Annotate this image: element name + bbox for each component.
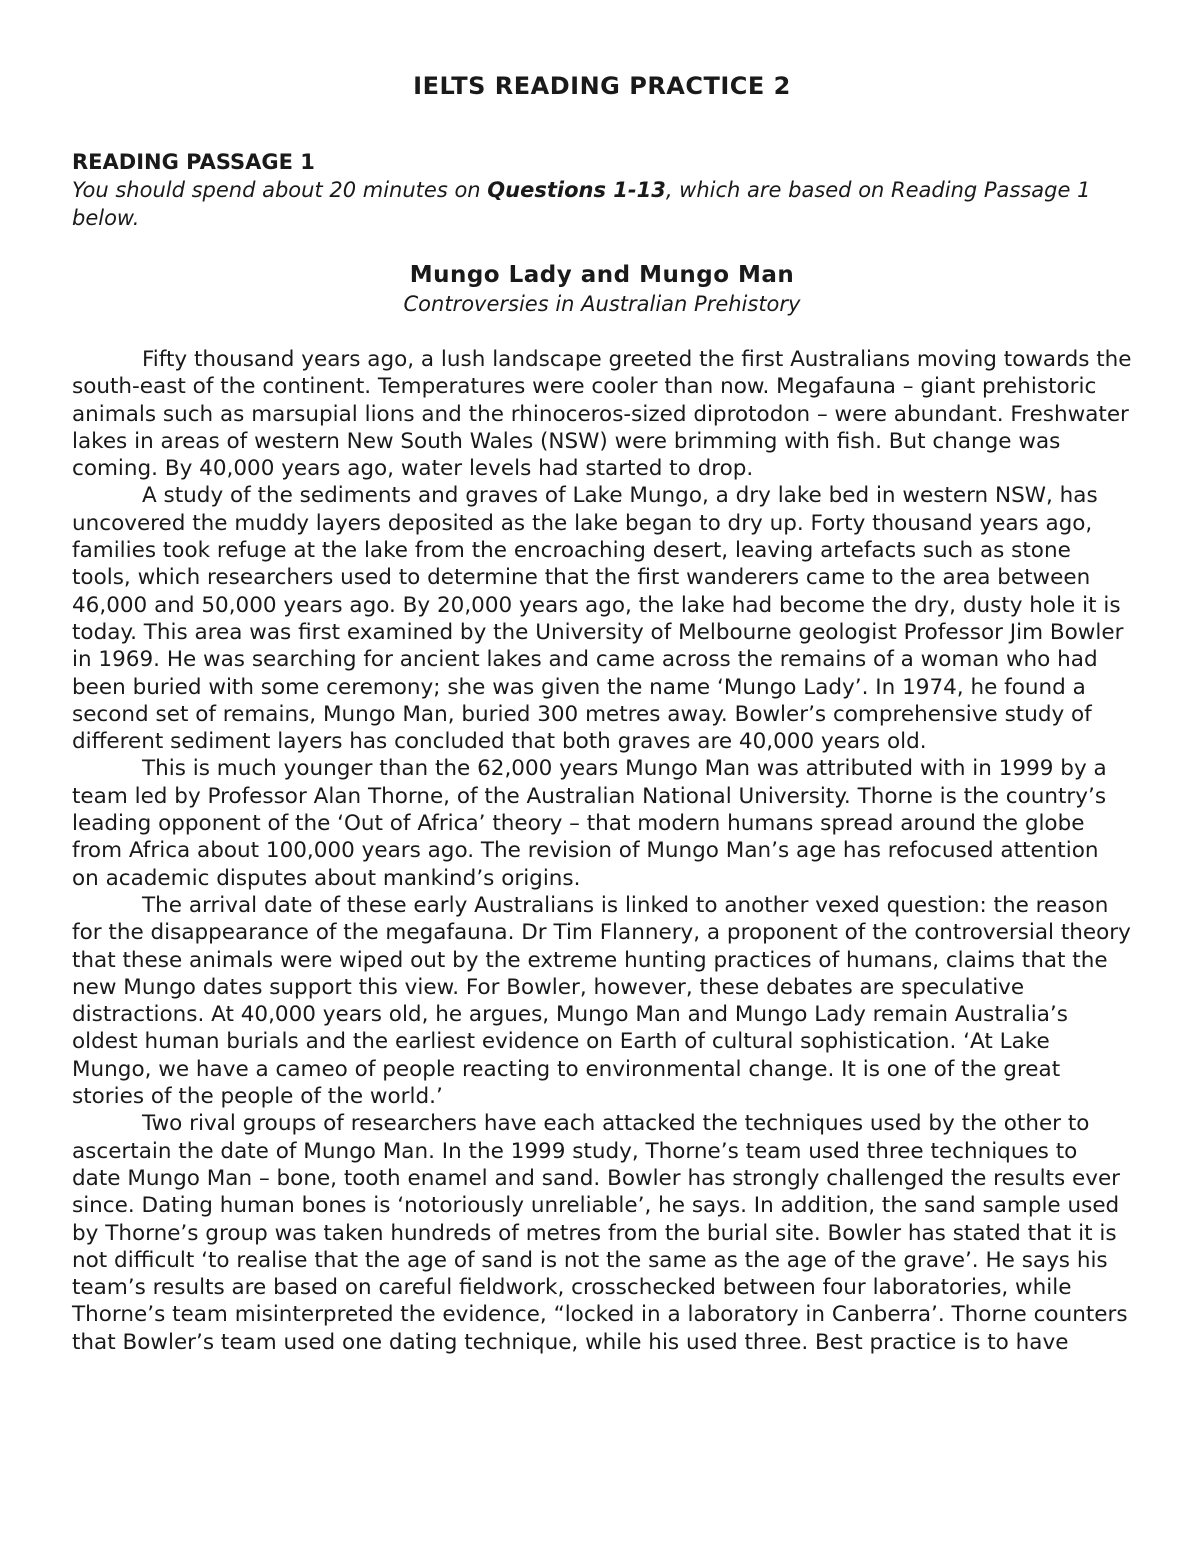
instructions — [72, 176, 1132, 232]
instructions-text-before: You should spend about 20 minutes on — [72, 178, 488, 202]
instructions-questions-range: Questions 1-13 — [487, 178, 666, 202]
paragraph: Fifty thousand years ago, a lush landscape greeted the first Australians moving towards the south-east of the continent. Temperatures were cooler than now. Megafauna – giant prehistoric animals such as marsupial lions and the rhinoceros-sized diprotodon – were abundant. Freshwater lakes in areas of western New South Wales (NSW) were brimming with fish. But change was coming. By 40,000 years ago, water levels had started to drop. — [72, 347, 1132, 482]
section-heading: READING PASSAGE 1 — [72, 150, 315, 174]
page-title: IELTS READING PRACTICE 2 — [413, 72, 791, 100]
passage-subtitle: Controversies in Australian Prehistory — [403, 292, 801, 316]
document-page — [72, 68, 1132, 1356]
paragraph: The arrival date of these early Australians is linked to another vexed question: the reason for the disappearance of the megafauna. Dr Tim Flannery, a proponent of the controversial theory that these animals were wiped out by the extreme hunting practices of humans, claims that the new Mungo dates support this view. For Bowler, however, these debates are speculative distractions. At 40,000 years old, he argues, Mungo Man and Mungo Lady remain Australia’s oldest human burials and the earliest evidence on Earth of cultural sophistication. ‘At Lake Mungo, we have a cameo of people reacting to environmental change. It is one of the great stories of the people of the world.’ — [72, 892, 1131, 1110]
passage-title: Mungo Lady and Mungo Man — [409, 262, 795, 288]
paragraph: This is much younger than the 62,000 years Mungo Man was attributed with in 1999 by a team led by Professor Alan Thorne, of the Australian National University. Thorne is the country’s leading opponent of the ‘Out of Africa’ theory – that modern humans spread around the globe from Africa about 100,000 years ago. The revision of Mungo Man’s age has refocused attention on academic disputes about mankind’s origins. — [72, 756, 1107, 891]
instructions-text-after: , which are based on Reading Passage 1 below. — [72, 178, 1091, 230]
paragraph: A study of the sediments and graves of Lake Mungo, a dry lake bed in western NSW, has uncovered the muddy layers deposited as the lake began to dry up. Forty thousand years ago, families took refuge at the lake from the encroaching desert, leaving artefacts such as stone tools, which researchers used to determine that the first wanderers came to the area between 46,000 and 50,000 years ago. By 20,000 years ago, the lake had become the dry, dusty hole it is today. This area was first examined by the University of Melbourne geologist Professor Jim Bowler in 1969. He was searching for ancient lakes and came across the remains of a woman who had been buried with some ceremony; she was given the name ‘Mungo Lady’. In 1974, he found a second set of remains, Mungo Man, buried 300 metres away. Bowler’s comprehensive study of different sediment layers has concluded that both graves are 40,000 years old. — [72, 483, 1124, 755]
paragraph: Two rival groups of researchers have each attacked the techniques used by the other to ascertain the date of Mungo Man. In the 1999 study, Thorne’s team used three techniques to date Mungo Man – bone, tooth enamel and sand. Bowler has strongly challenged the results ever since. Dating human bones is ‘notoriously unreliable’, he says. In addition, the sand sample used by Thorne’s group was taken hundreds of metres from the burial site. Bowler has stated that it is not difficult ‘to realise that the age of sand is not the same as the age of the grave’. He says his team’s results are based on careful fieldwork, crosschecked between four laboratories, while Thorne’s team misinterpreted the evidence, “locked in a laboratory in Canberra’. Thorne counters that Bowler’s team used one dating technique, while his used three. Best practice is to have — [72, 1111, 1128, 1355]
